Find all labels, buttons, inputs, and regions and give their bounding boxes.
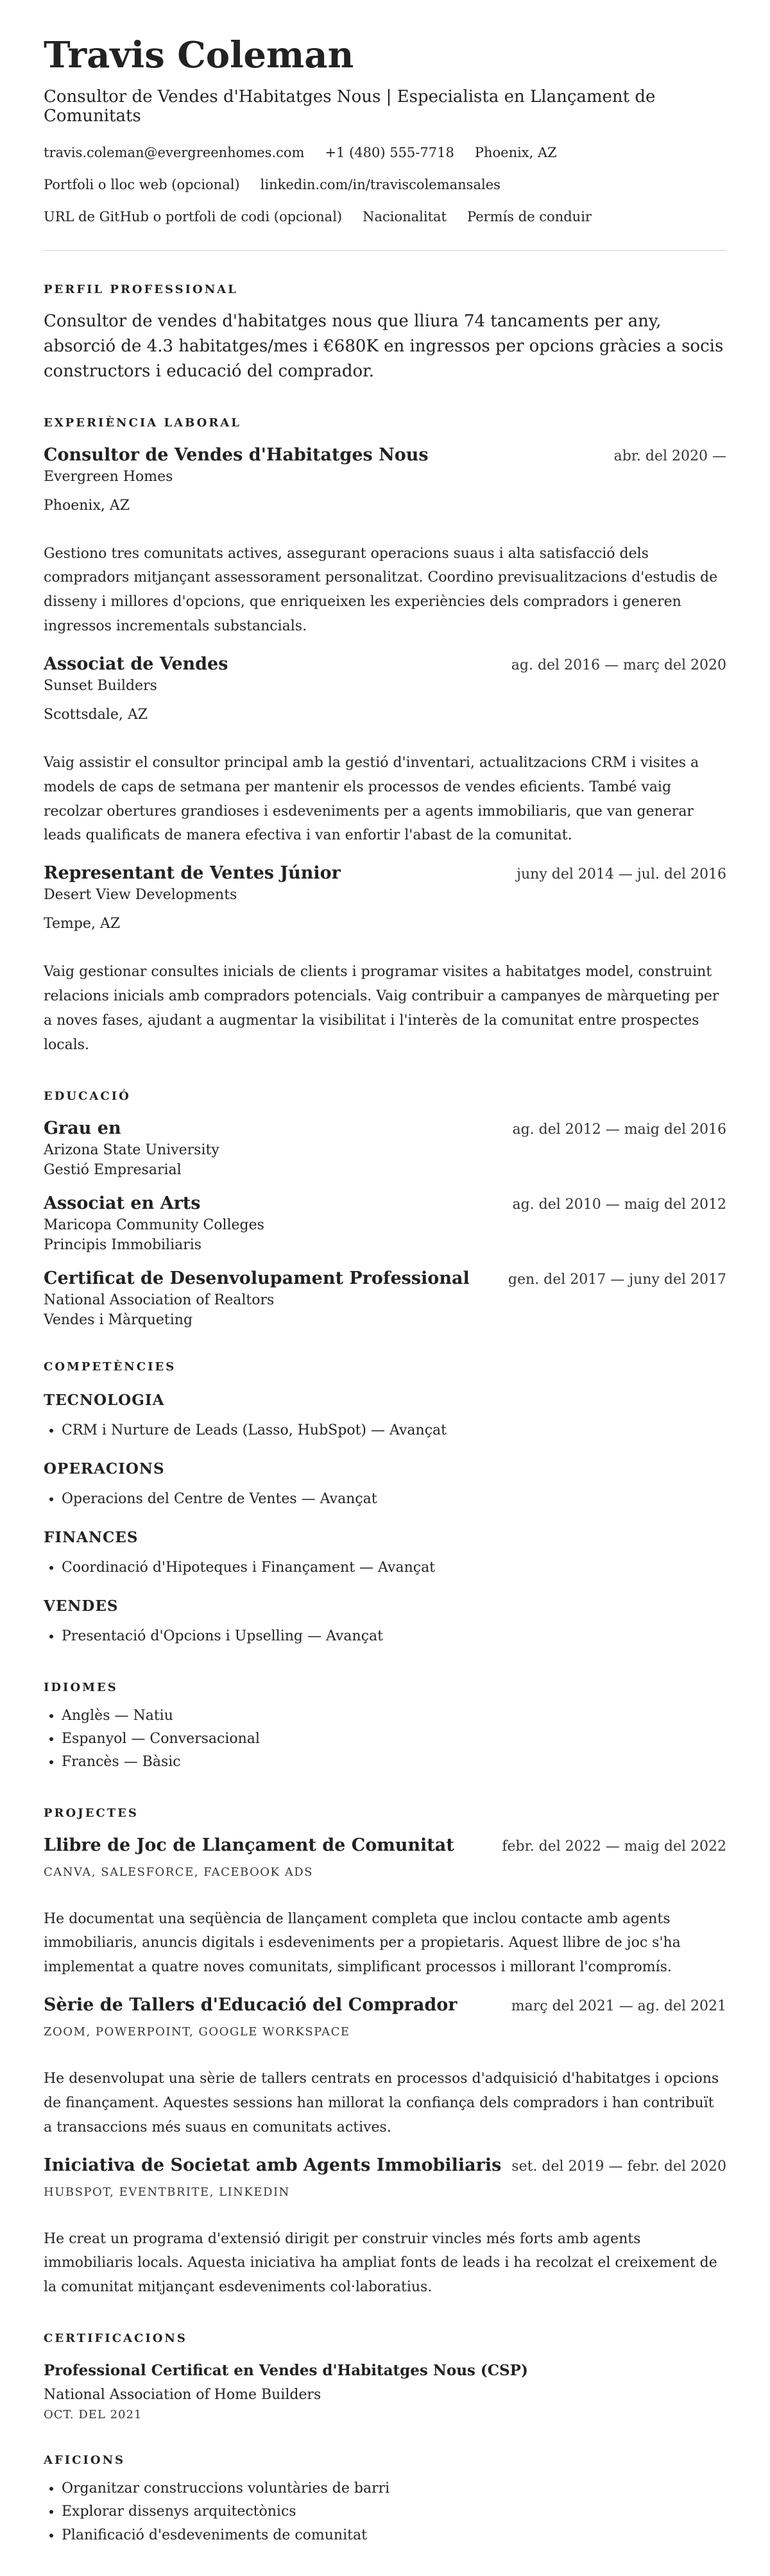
project-tech: HUBSPOT, EVENTBRITE, LINKEDIN (44, 2185, 290, 2199)
job-title: Consultor de Vendes d'Habitatges Nous (44, 444, 429, 465)
driving-license: Permís de conduir (467, 208, 592, 224)
job-description: Vaig assistir el consultor principal amb la gestió d'inventari, actualitzacions CRM i visites a models de caps de setmana per mantenir els processos de vendes eficients. També vaig recolzar obertures grandioses i esdeveniments per a agents immobiliaris, que van generar leads qualificats de manera efectiva i van enfortir l'abast de la comunitat. (44, 754, 699, 844)
skill-item: • Operacions del Centre de Ventes — Avançat (62, 1488, 726, 1511)
education-date: ag. del 2012 — maig del 2016 (512, 1121, 726, 1138)
certification-issuer: National Association of Home Builders (44, 2387, 321, 2403)
job-date: ag. del 2016 — març del 2020 (511, 657, 726, 673)
section-title-experience: EXPERIÈNCIA LABORAL (44, 416, 241, 430)
skill-list (44, 1488, 726, 1511)
github-link[interactable]: URL de GitHub o portfoli de codi (opcional) (44, 208, 343, 224)
contact-row (44, 209, 726, 224)
section-title-certifications: CERTIFICACIONS (44, 2332, 187, 2346)
education-entry (44, 1118, 726, 1178)
experience-entry (44, 863, 726, 1057)
job-date: abr. del 2020 — (613, 448, 726, 464)
project-description: He desenvolupat una sèrie de tallers centrats en processos d'adquisició d'habitatges i opcions de finançament. Aquestes sessions han millorat la confiança dels compradors i han contribuït a transaccions més suaus en comunitats actives. (44, 2071, 719, 2135)
section-title-projects: PROJECTES (44, 1806, 139, 1820)
project-tech: ZOOM, POWERPOINT, GOOGLE WORKSPACE (44, 2025, 350, 2039)
language-item: • Francès — Bàsic (62, 1751, 726, 1774)
experience-entry (44, 445, 726, 639)
candidate-name: Travis Coleman (44, 34, 354, 76)
hobby-item: • Planificació d'esdeveniments de comunitat (62, 2524, 726, 2547)
experience-entry (44, 654, 726, 848)
section-title-profile: PERFIL PROFESSIONAL (44, 282, 238, 296)
profile-summary: Consultor de vendes d'habitatges nous que lliura 74 tancaments per any, absorció de 4.3 habitatges/mes i €680K en ingressos per opcions gràcies a socis constructors i educació del comprador. (44, 311, 724, 381)
email-link[interactable]: travis.coleman@evergreenhomes.com (44, 144, 305, 160)
school-name: National Association of Realtors (44, 1292, 275, 1308)
skill-list (44, 1419, 726, 1442)
education-date: ag. del 2010 — maig del 2012 (512, 1196, 726, 1213)
project-name: Sèrie de Tallers d'Educació del Comprador (44, 1995, 458, 2016)
project-date: set. del 2019 — febr. del 2020 (511, 2158, 726, 2175)
portfolio-link[interactable]: Portfoli o lloc web (opcional) (44, 176, 240, 192)
language-item: • Espanyol — Conversacional (62, 1728, 726, 1751)
skill-list (44, 1556, 726, 1579)
section-title-education: EDUCACIÓ (44, 1089, 131, 1103)
project-entry (44, 1835, 726, 1980)
phone-link[interactable]: +1 (480) 555-7718 (325, 144, 454, 160)
language-item: • Anglès — Natiu (62, 1705, 726, 1728)
section-title-skills: COMPETÈNCIES (44, 1360, 176, 1374)
certification-date: OCT. DEL 2021 (44, 2408, 142, 2422)
company-name: Sunset Builders (44, 677, 157, 694)
company-name: Evergreen Homes (44, 468, 173, 485)
education-date: gen. del 2017 — juny del 2017 (508, 1271, 726, 1288)
education-entry (44, 1268, 726, 1328)
job-title: Representant de Ventes Júnior (44, 863, 341, 884)
job-location: Phoenix, AZ (44, 497, 130, 514)
contact-row (44, 177, 726, 192)
linkedin-link[interactable]: linkedin.com/in/traviscolemansales (260, 176, 501, 192)
education-entry (44, 1193, 726, 1253)
project-tech: CANVA, SALESFORCE, FACEBOOK ADS (44, 1865, 313, 1879)
field-of-study: Gestió Empresarial (44, 1161, 182, 1178)
location: Phoenix, AZ (474, 144, 557, 160)
project-description: He documentat una seqüència de llançament completa que inclou contacte amb agents immobiliaris, anuncis digitals i esdeveniments per a propietaris. Aquest llibre de joc s'ha implementat a quatre noves comunitats, simplificant processos i millorant l'compromís. (44, 1910, 681, 1976)
skill-item: • Coordinació d'Hipoteques i Finançament — Avançat (62, 1556, 726, 1579)
project-name: Iniciativa de Societat amb Agents Immobiliaris (44, 2155, 502, 2175)
degree-title: Grau en (44, 1118, 121, 1138)
language-list (44, 1705, 726, 1774)
project-description: He creat un programa d'extensió dirigit per construir vincles més forts amb agents immobiliaris locals. Aquesta iniciativa ha ampliat fonts de leads i ha recolzat el creixement de la comunitat mitjançant esdeveniments col·laboratius. (44, 2230, 717, 2296)
field-of-study: Vendes i Màrqueting (44, 1311, 193, 1328)
job-title: Associat de Vendes (44, 653, 228, 674)
header-divider (44, 250, 726, 251)
skill-item: • CRM i Nurture de Leads (Lasso, HubSpot) — Avançat (62, 1419, 726, 1442)
headline: Consultor de Vendes d'Habitatges Nous | Especialista en Llançament de Comunitats (44, 87, 656, 126)
school-name: Arizona State University (44, 1141, 219, 1158)
skill-category: VENDES (44, 1597, 119, 1615)
job-location: Tempe, AZ (44, 916, 121, 932)
company-name: Desert View Developments (44, 887, 237, 904)
hobby-item: • Organitzar construccions voluntàries de barri (62, 2477, 726, 2500)
contact-row (44, 145, 726, 160)
skill-category: OPERACIONS (44, 1460, 165, 1477)
degree-title: Certificat de Desenvolupament Professional (44, 1268, 470, 1288)
hobby-item: • Explorar dissenys arquitectònics (62, 2500, 726, 2523)
job-description: Vaig gestionar consultes inicials de clients i programar visites a habitatges model, construint relacions inicials amb compradors potencials. Vaig contribuir a campanyes de màrqueting per a noves fases, ajudant a augmentar la visibilitat i l'interès de la comunitat entre prospectes locals. (44, 964, 719, 1053)
skill-list (44, 1625, 726, 1648)
degree-title: Associat en Arts (44, 1193, 201, 1213)
hobby-list (44, 2477, 726, 2547)
school-name: Maricopa Community Colleges (44, 1216, 264, 1233)
project-date: març del 2021 — ag. del 2021 (511, 1998, 726, 2015)
certification-name: Professional Certificat en Vendes d'Habitatges Nous (CSP) (44, 2362, 528, 2380)
nationality: Nacionalitat (363, 208, 447, 224)
job-description: Gestiono tres comunitats actives, assegurant operacions suaus i alta satisfacció dels compradors mitjançant assessorament personalitzat. Coordino previsualitzacions d'estudis de disseny i millores d'opcions, que enriqueixen les experiències dels compradors i generen ingressos incrementals substancials. (44, 545, 718, 635)
project-entry (44, 1995, 726, 2139)
field-of-study: Principis Immobiliaris (44, 1236, 202, 1253)
project-name: Llibre de Joc de Llançament de Comunitat (44, 1835, 454, 1855)
skill-item: • Presentació d'Opcions i Upselling — Avançat (62, 1625, 726, 1648)
project-entry (44, 2155, 726, 2300)
job-location: Scottsdale, AZ (44, 706, 148, 723)
section-title-hobbies: AFICIONS (44, 2454, 126, 2468)
skill-category: FINANCES (44, 1529, 139, 1547)
section-title-languages: IDIOMES (44, 1680, 118, 1694)
project-date: febr. del 2022 — maig del 2022 (502, 1838, 726, 1855)
job-date: juny del 2014 — jul. del 2016 (517, 866, 726, 883)
skill-category: TECNOLOGIA (44, 1391, 165, 1409)
